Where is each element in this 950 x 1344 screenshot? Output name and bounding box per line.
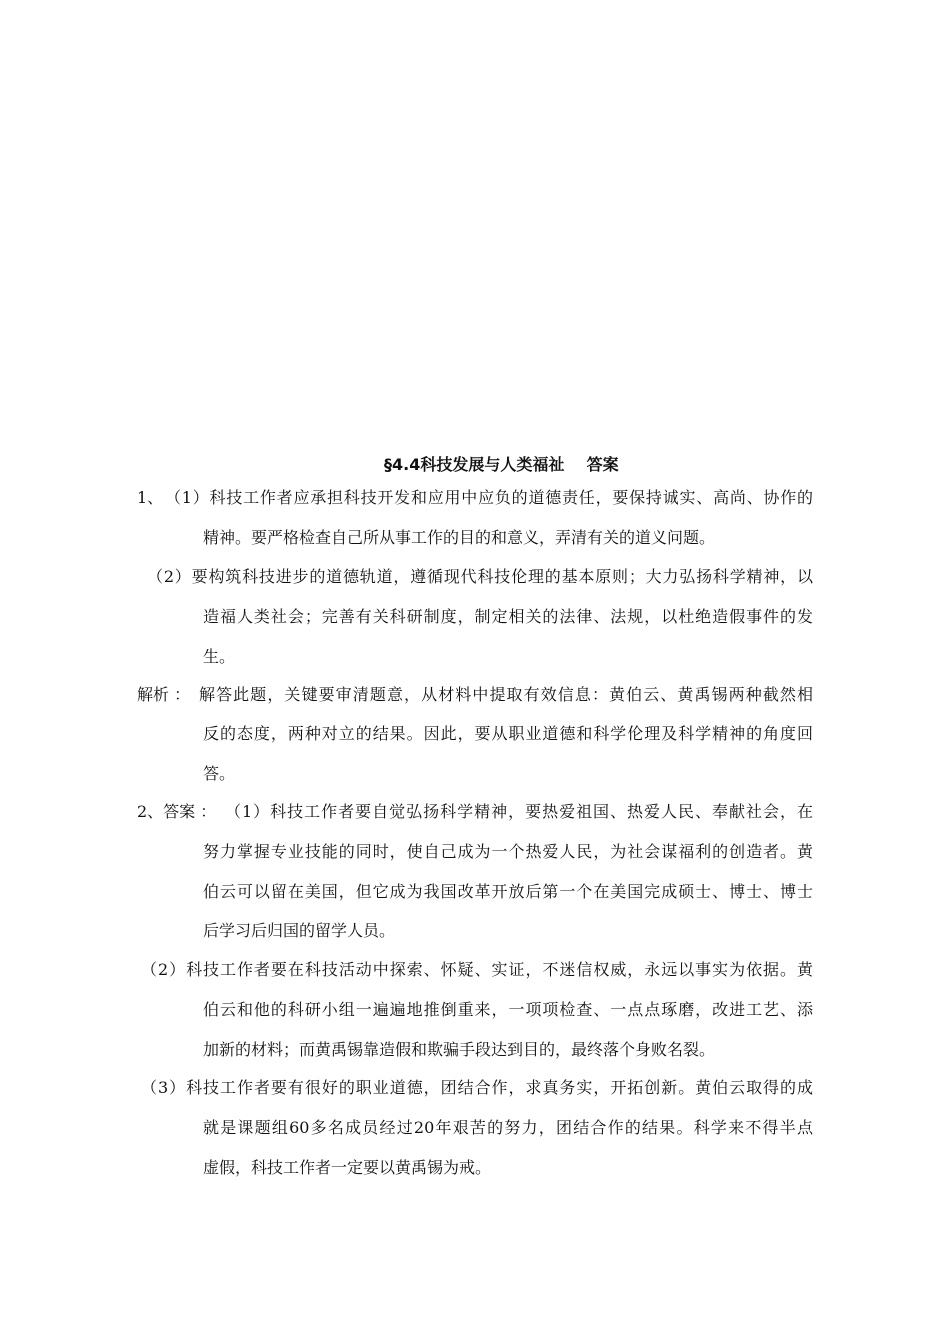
q1-analysis-line-3: 答。 [203, 764, 236, 783]
q1-analysis-label: 解析 ： [137, 685, 191, 704]
q2-p1-line-1: （1）科技工作者要自觉弘扬科学精神，要热爱祖国、热爱人民、奉献社会，在 [225, 802, 813, 821]
q1-p2-line-3: 生。 [203, 647, 236, 666]
q2-p2-line-1: （2）科技工作者要在科技活动中探索、怀疑、实证，不迷信权威，永远以事实为依据。黄 [141, 960, 813, 979]
q1-number [137, 488, 163, 508]
q2-p2-line-3: 加新的材料；而黄禹锡靠造假和欺骗手段达到目的，最终落个身败名裂。 [203, 1040, 716, 1059]
q1-analysis-line-1: 解答此题，关键要审清题意，从材料中提取有效信息：黄伯云、黄禹锡两种截然相 [199, 685, 813, 704]
q2-p1-line-2: 努力掌握专业技能的同时，使自己成为一个热爱人民，为社会谋福利的创造者。黄 [203, 842, 813, 861]
q2-p3-line-2: 就是课题组60多名成员经过20年艰苦的努力，团结合作的结果。科学来不得半点 [203, 1118, 813, 1137]
q1-prefix: 1、 [137, 488, 164, 507]
q1-p1-line-1: （1）科技工作者应承担科技开发和应用中应负的道德责任，要保持诚实、高尚、协作的 [165, 488, 813, 507]
q2-p1-line-4: 后学习后归国的留学人员。 [203, 921, 396, 940]
q2-p3-line-3: 虚假，科技工作者一定要以黄禹锡为戒。 [203, 1158, 492, 1177]
q1-p1-line-2: 精神。要严格检查自己所从事工作的目的和意义，弄清有关的道义问题。 [203, 528, 716, 547]
q2-p2-line-2: 伯云和他的科研小组一遍遍地推倒重来，一项项检查、一点点琢磨，改进工艺、添 [203, 1000, 813, 1019]
q1-p2-line-1: （2）要构筑科技进步的道德轨道，遵循现代科技伦理的基本原则；大力弘扬科学精神，以 [147, 567, 813, 586]
page-title: §4.4科技发展与人类福祉 答案 [384, 455, 619, 474]
q2-p3-line-1: （3）科技工作者要有很好的职业道德，团结合作，求真务实，开拓创新。黄伯云取得的成 [141, 1078, 813, 1097]
q1-analysis-line-2: 反的态度，两种对立的结果。因此，要从职业道德和科学伦理及科学精神的角度回 [203, 724, 813, 743]
q1-p2-line-2: 造福人类社会；完善有关科研制度，制定相关的法律、法规，以杜绝造假事件的发 [203, 607, 813, 626]
q2-p1-line-3: 伯云可以留在美国，但它成为我国改革开放后第一个在美国完成硕士、博士、博士 [203, 882, 813, 901]
q2-prefix: 2、答案 ： [137, 802, 217, 821]
